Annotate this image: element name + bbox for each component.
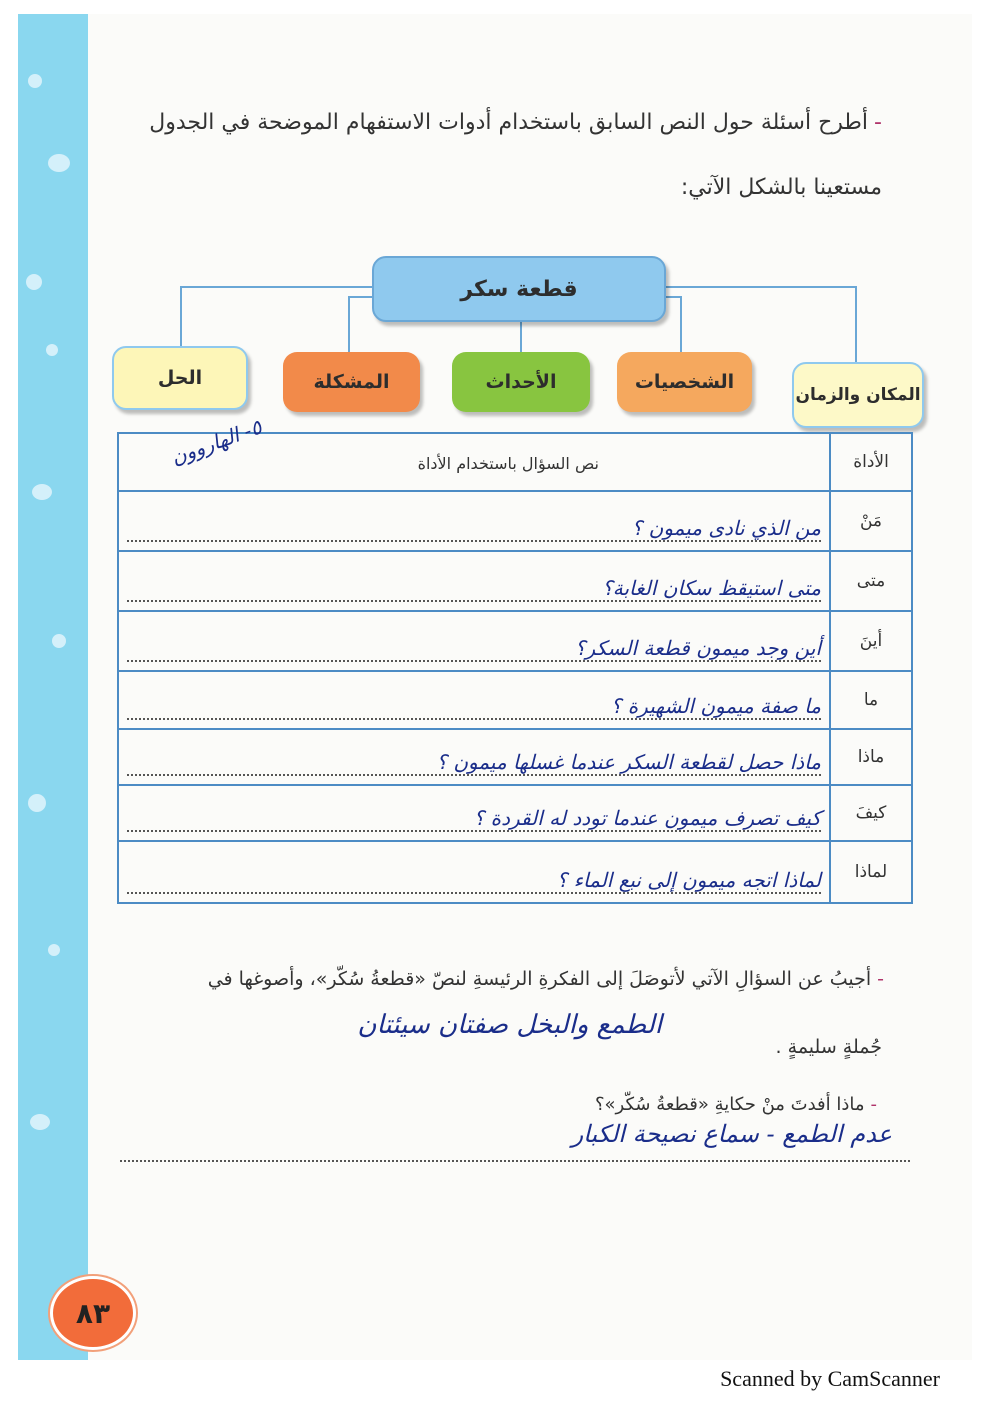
category-solution: الحل xyxy=(112,346,248,410)
table-header-row xyxy=(118,433,912,491)
scanner-watermark: Scanned by CamScanner xyxy=(720,1366,940,1391)
answer-cell[interactable]: متى استيقظ سكان الغابة؟ xyxy=(118,551,830,611)
category-problem: المشكلة xyxy=(283,352,420,412)
instruction-line-2: مستعينا بالشكل الآتي: xyxy=(680,175,882,200)
row-tool: أينَ xyxy=(830,611,912,671)
table-row xyxy=(118,729,912,785)
category-place-time: المكان والزمان xyxy=(792,362,924,428)
connector-line xyxy=(180,286,374,288)
handwritten-name: ٥- الهاروون xyxy=(167,414,265,470)
instruction-line-1: -أطرح أسئلة حول النص السابق باستخدام أدوات الاستفهام الموضحة في الجدول xyxy=(149,110,882,135)
row-tool: ماذا xyxy=(830,729,912,785)
row-tool: ما xyxy=(830,671,912,729)
row-tool: مَنْ xyxy=(830,491,912,551)
connector-line xyxy=(680,296,682,354)
questions-table xyxy=(117,414,913,904)
answer-dotted-line xyxy=(120,1160,910,1162)
question-3: -ماذا أفدتَ منْ حكايةِ «قطعةُ سُكّر»؟ xyxy=(594,1094,877,1115)
row-tool: متى xyxy=(830,551,912,611)
answer-cell[interactable]: ما صفة ميمون الشهيرة ؟ xyxy=(118,671,830,729)
answer-cell[interactable]: كيف تصرف ميمون عندما تودد له القردة ؟ xyxy=(118,785,830,841)
category-events: الأحداث xyxy=(452,352,590,412)
connector-line xyxy=(348,296,374,298)
connector-line xyxy=(855,286,857,364)
table-row xyxy=(118,671,912,729)
category-characters: الشخصيات xyxy=(617,352,752,412)
question-3-answer[interactable]: عدم الطمع - سماع نصيحة الكبار xyxy=(571,1120,892,1148)
question-2-line-2: جُملةٍ سليمةٍ . xyxy=(775,1036,882,1058)
header-tool: الأداة xyxy=(830,433,912,491)
answer-cell[interactable]: من الذي نادى ميمون ؟ xyxy=(118,491,830,551)
answer-cell[interactable]: ماذا حصل لقطعة السكر عندما غسلها ميمون ؟ xyxy=(118,729,830,785)
header-question: نص السؤال باستخدام الأداة ٥- الهاروون xyxy=(118,433,830,491)
table-row xyxy=(118,491,912,551)
side-decoration-strip xyxy=(18,14,88,1360)
diagram-title: قطعة سكر xyxy=(372,256,666,322)
page-number: ٨٣ xyxy=(50,1276,136,1350)
question-2-answer[interactable]: الطمع والبخل صفتان سيئتان xyxy=(357,1010,662,1040)
connector-line xyxy=(348,296,350,354)
question-2-line-1: -أجيبُ عن السؤالِ الآتي لأتوصَلَ إلى الفكرةِ الرئيسةِ لنصّ «قطعةُ سُكّر»، وأصوغها في xyxy=(207,968,884,990)
answer-cell[interactable]: لماذا اتجه ميمون إلى نبع الماء ؟ xyxy=(118,841,830,903)
table-row xyxy=(118,611,912,671)
answer-cell[interactable]: أين وجد ميمون قطعة السكر؟ xyxy=(118,611,830,671)
row-tool: لماذا xyxy=(830,841,912,903)
table-row xyxy=(118,785,912,841)
connector-line xyxy=(660,286,856,288)
row-tool: كيفَ xyxy=(830,785,912,841)
connector-line xyxy=(520,318,522,354)
table-row xyxy=(118,551,912,611)
connector-line xyxy=(180,286,182,348)
table-row xyxy=(118,841,912,903)
